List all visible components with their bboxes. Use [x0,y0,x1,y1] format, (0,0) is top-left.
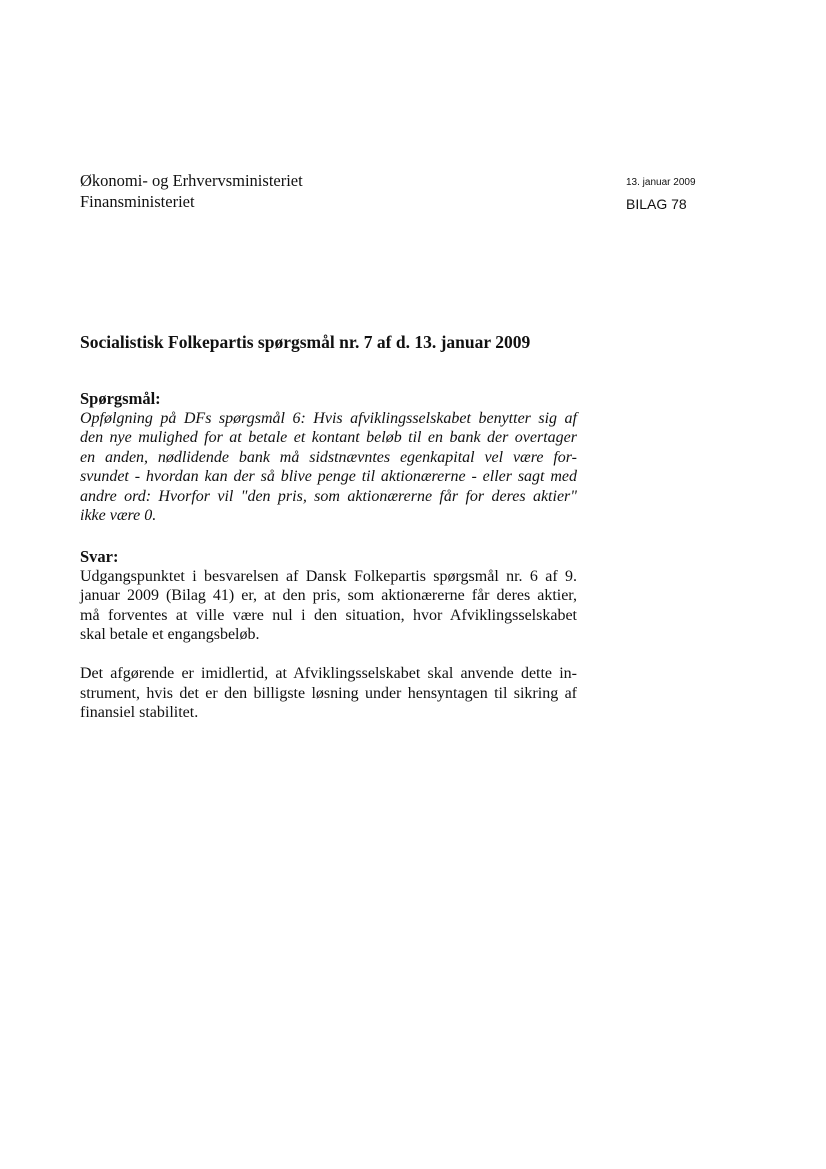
question-line: ikke være 0. [80,507,157,524]
answer-line: finansiel stabilitet. [80,704,199,721]
answer-line: januar 2009 (Bilag 41) er, at den pris, som aktionærerne får deres aktier, [80,587,577,604]
ministry-header [80,170,303,212]
ministry-name-secondary: Finansministeriet [80,192,195,211]
question-line: en anden, nødlidende bank må sidstnævntes egenkapital vel være for- [80,448,577,466]
answer-section [80,547,577,723]
question-line: svundet - hvordan kan der så blive penge til aktionærerne - eller sagt med [80,468,577,485]
ministry-name: Økonomi- og Erhvervsministeriet [80,171,303,190]
bilag-number: BILAG 78 [626,196,687,212]
question-section [80,389,577,526]
answer-line: strument, hvis det er den billigste løsning under hensyntagen til sikring af [80,684,577,702]
question-heading: Spørgsmål: [80,389,161,408]
document-meta [626,176,696,213]
question-text [80,409,577,526]
answer-paragraph [80,664,577,723]
question-line: Opfølgning på DFs spørgsmål 6: Hvis afviklingsselskabet benytter sig af [80,409,577,427]
question-line: andre ord: Hvorfor vil "den pris, som aktionærerne får for deres aktier" [80,487,577,505]
document-date: 13. januar 2009 [626,177,696,188]
answer-line: Udgangspunktet i besvarelsen af Dansk Folkepartis spørgsmål nr. 6 af 9. [80,567,577,585]
answer-paragraph [80,567,577,645]
answer-line: Det afgørende er imidlertid, at Afviklingsselskabet skal anvende dette in- [80,665,577,682]
question-line: den nye mulighed for at betale et kontant beløb til en bank der overtager [80,429,577,446]
answer-heading: Svar: [80,547,119,566]
answer-line: skal betale et engangsbeløb. [80,626,260,643]
answer-line: må forventes at ville være nul i den situation, hvor Afviklingsselskabet [80,606,577,624]
document-title: Socialistisk Folkepartis spørgsmål nr. 7 af d. 13. januar 2009 [80,332,531,352]
